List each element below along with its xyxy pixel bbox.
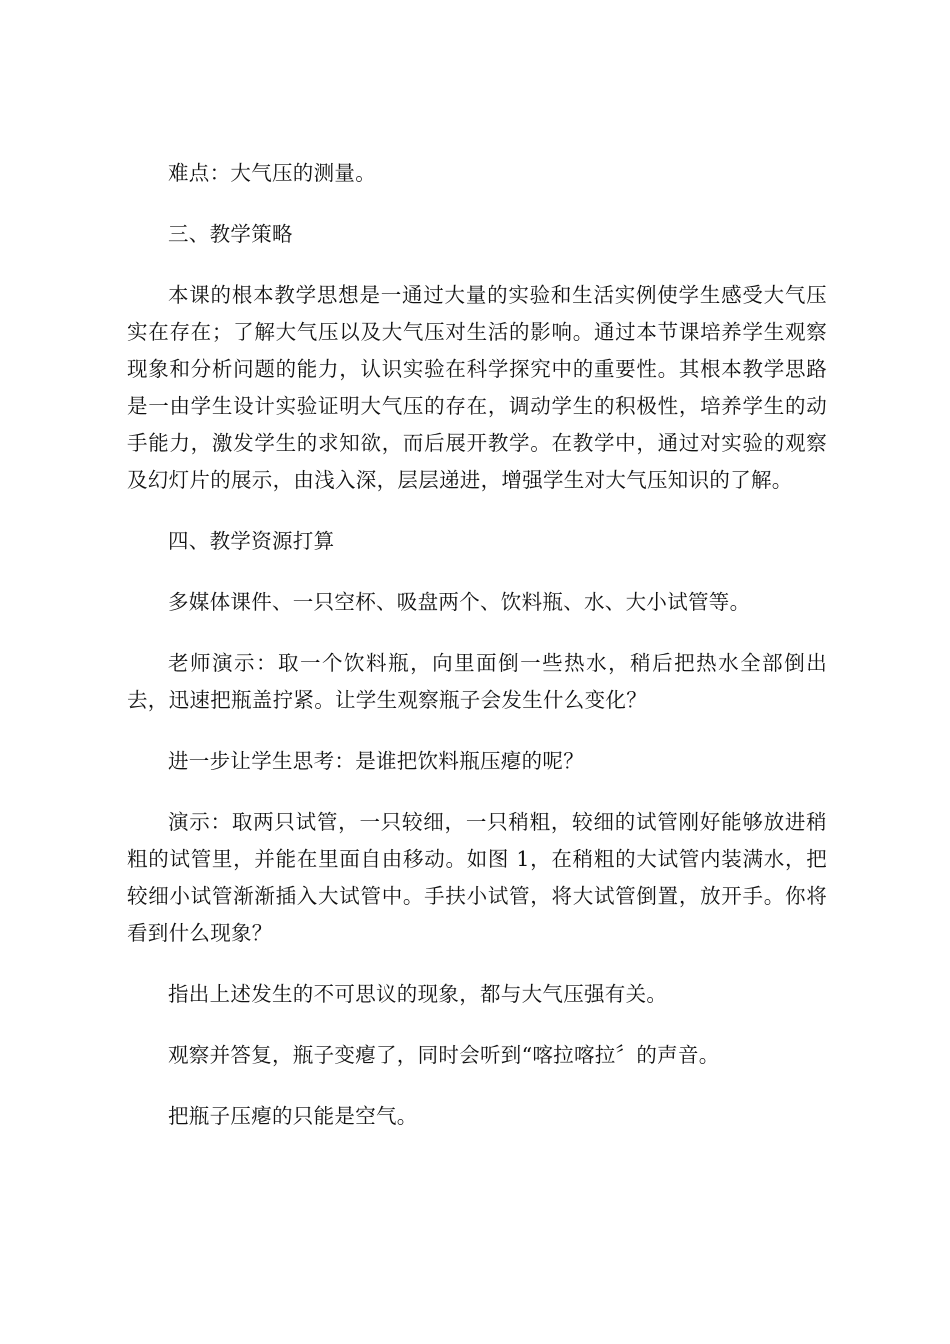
teacher-demo-paragraph: 老师演示：取一个饮料瓶，向里面倒一些热水，稍后把热水全部倒出去，迅速把瓶盖拧紧。让学生观察瓶子会发生什么变化？: [127, 651, 827, 712]
resources-list-paragraph: 多媒体课件、一只空杯、吸盘两个、饮料瓶、水、大小试管等。: [168, 590, 751, 614]
further-thinking-paragraph: 进一步让学生思考：是谁把饮料瓶压瘪的呢？: [168, 749, 584, 773]
observation-answer-paragraph: 观察并答复，瓶子变瘪了，同时会听到“喀拉喀拉〞的声音。: [168, 1043, 720, 1067]
conclusion-paragraph: 把瓶子压瘪的只能是空气。: [168, 1104, 418, 1128]
section-heading-teaching-strategy: 三、教学策略: [168, 222, 293, 246]
difficulty-point: 难点：大气压的测量。: [168, 161, 376, 185]
teaching-strategy-paragraph: 本课的根本教学思想是一通过大量的实验和生活实例使学生感受大气压实在存在；了解大气压以及大气压对生活的影响。通过本节课培养学生观察现象和分析问题的能力，认识实验在科学探究中的重要性。其根本教学思路是一由学生设计实验证明大气压的存在，调动学生的积极性，培养学生的动手能力，激发学生的求知欲，而后展开教学。在教学中，通过对实验的观察及幻灯片的展示，由浅入深，层层递进，增强学生对大气压知识的了解。: [127, 283, 827, 492]
section-heading-teaching-resources: 四、教学资源打算: [168, 529, 335, 553]
document-body: [127, 155, 827, 1159]
atmospheric-pressure-note: 指出上述发生的不可思议的现象，都与大气压强有关。: [168, 982, 668, 1006]
test-tube-demo-paragraph: 演示：取两只试管，一只较细，一只稍粗，较细的试管刚好能够放进稍粗的试管里，并能在里面自由移动。如图 1，在稍粗的大试管内装满水，把较细小试管渐渐插入大试管中。手扶小试管，将大试管倒置，放开手。你将看到什么现象？: [127, 810, 827, 945]
